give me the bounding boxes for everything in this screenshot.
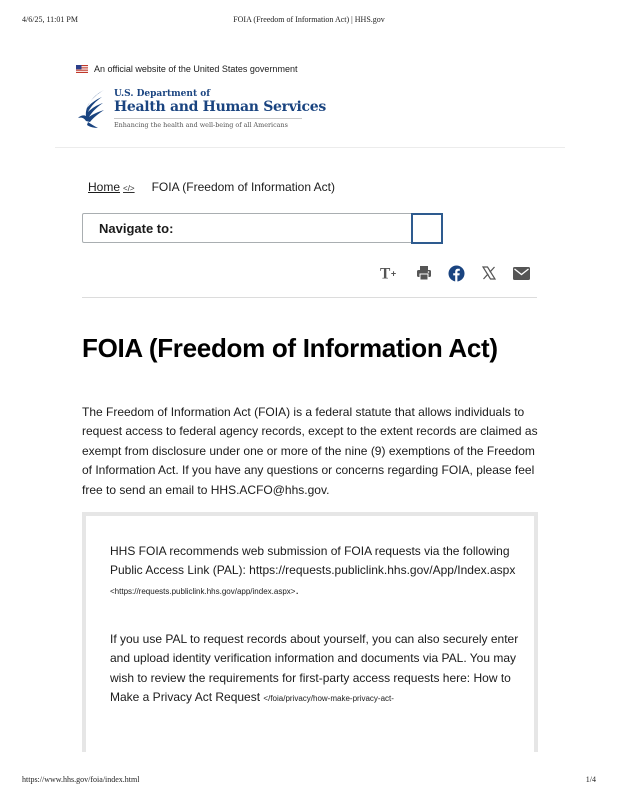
breadcrumb-home-link[interactable]: Home: [88, 180, 121, 194]
text-resize-icon[interactable]: [380, 263, 400, 283]
header-divider: [55, 147, 565, 148]
pal-callout-box: [82, 512, 538, 752]
logo-department-line: U.S. Department of: [114, 89, 211, 99]
gov-banner-text: An official website of the United States government: [94, 64, 298, 74]
callout-paragraph-pal: [110, 542, 520, 601]
print-page-title: FOIA (Freedom of Information Act) | HHS.gov: [233, 15, 385, 24]
logo-rule: [114, 118, 302, 119]
facebook-icon[interactable]: [446, 263, 466, 283]
share-divider: [82, 297, 537, 298]
callout-privacy-text[interactable]: If you use PAL to request records about yourself, you can also securely enter and upload identity verification information and documents via PAL. You may wish to review the requirements for first-party access requests here: How to Make a Privacy Act Request: [110, 632, 519, 705]
gov-banner: [76, 62, 297, 76]
privacy-link-url[interactable]: </foia/privacy/how-make-privacy-act-: [263, 694, 394, 704]
breadcrumb-separator: </>: [123, 184, 135, 193]
x-icon[interactable]: [479, 263, 499, 283]
svg-text:T: T: [380, 265, 391, 283]
hhs-logo[interactable]: [76, 88, 326, 132]
navigate-to-label: Navigate to:: [99, 221, 174, 236]
logo-agency-name: Health and Human Services: [114, 99, 326, 115]
print-footer: [0, 775, 618, 787]
callout-pal-end: .: [295, 582, 299, 597]
page-title: FOIA (Freedom of Information Act): [82, 333, 498, 363]
print-header: [0, 15, 618, 27]
print-url: https://www.hhs.gov/foia/index.html: [22, 775, 140, 784]
us-flag-icon: [76, 65, 88, 73]
breadcrumb: [88, 180, 335, 194]
callout-pal-text: HHS FOIA recommends web submission of FOIA requests via the following Public Access Link (PAL): https://requests.publiclink.hhs.gov/App/Index.aspx: [110, 544, 516, 578]
print-page-number: 1/4: [585, 775, 596, 784]
print-icon[interactable]: [414, 263, 434, 283]
navigate-toggle-button[interactable]: [411, 213, 443, 244]
intro-paragraph: The Freedom of Information Act (FOIA) is a federal statute that allows individuals to request access to federal agency records, except to the extent records are claimed as exempt from disclosure under one or more of the nine (9) exemptions of the Freedom of Information Act. If you have any questions or concerns regarding FOIA, please feel free to send an email to HHS.ACFO@hhs.gov.: [82, 405, 538, 497]
print-datetime: 4/6/25, 11:01 PM: [22, 15, 78, 24]
breadcrumb-current: FOIA (Freedom of Information Act): [151, 180, 335, 194]
hhs-eagle-icon: [76, 88, 108, 132]
email-icon[interactable]: [511, 263, 531, 283]
logo-tagline: Enhancing the health and well-being of all Americans: [114, 121, 288, 129]
callout-paragraph-privacy: [110, 630, 520, 709]
share-toolbar: [378, 263, 538, 283]
navigate-to-dropdown[interactable]: [82, 213, 442, 243]
svg-text:+: +: [390, 268, 397, 279]
pal-link-url[interactable]: <https://requests.publiclink.hhs.gov/app/index.aspx>: [110, 586, 296, 596]
